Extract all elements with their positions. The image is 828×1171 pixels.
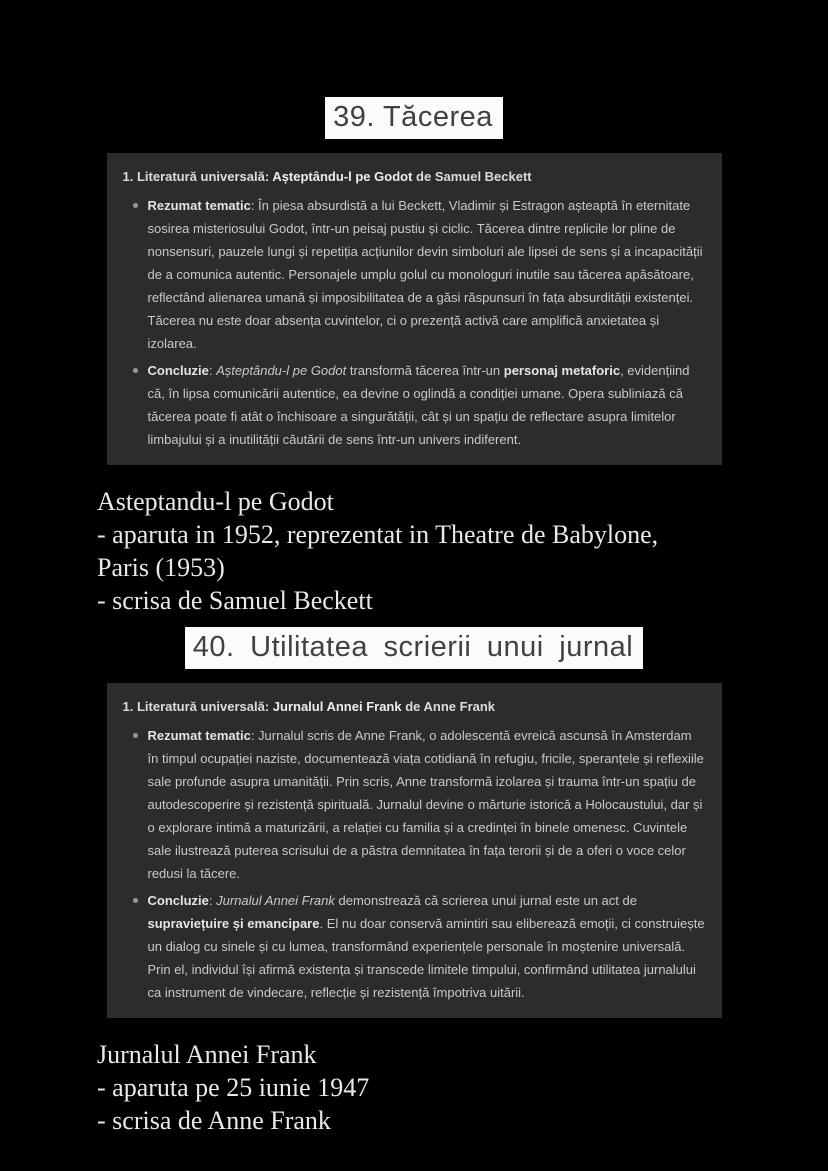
answer-card-godot: [107, 153, 722, 465]
card-bullet-list: [123, 194, 706, 451]
text-segment: :: [208, 363, 217, 378]
bullet-text: [148, 889, 706, 1004]
text-segment: Rezumat tematic: [147, 198, 251, 213]
text-segment: : În piesa absurdistă a lui Beckett, Vladimir și Estragon așteaptă în eternitate sosirea misteriosului Godot, într-un peisaj pustiu și ciclic. Tăcerea dintre replicile lor pline de nonsensuri, pauzele lungi și repetiția acțiunilor devin simboluri ale lipsei de sens și a incapacității de a comunica autentic. Personajele umplu golul cu monologuri inutile sau tăcerea apăsătoare, reflectând alienarea umană și imposibilitatea de a găsi răspunsuri în fața absurdității existenței. Tăcerea nu este doar absența cuvintelor, ci o prezență activă care amplifică anxietatea și izolarea.: [147, 198, 703, 351]
text-segment: Jurnalul Annei Frank: [216, 893, 335, 908]
card-header-author: de Samuel Beckett: [412, 169, 532, 184]
text-segment: , evidențiind că, în lipsa comunicării autentice, ea devine o oglindă a condiției umane. Opera subliniază că tăcerea poate fi atât o închisoare a singurătății, cât și un spațiu de reflectare asupra limitelor limbajului și a inutilității căutării de sens într-un univers indiferent.: [147, 363, 690, 447]
note-line: Jurnalul Annei Frank: [97, 1040, 317, 1069]
text-segment: transformă tăcerea într-un: [346, 363, 504, 378]
note-line: Paris (1953): [97, 553, 225, 582]
card-bullet-list: [123, 724, 706, 1004]
section-title-banner: 39. Tăcerea: [325, 97, 503, 139]
card-header: [123, 695, 706, 718]
text-segment: Rezumat tematic: [147, 728, 251, 743]
text-segment: Concluzie: [147, 893, 209, 908]
section-title-banner: 40. Utilitatea scrierii unui jurnal: [185, 627, 643, 669]
section-40-jurnal: [0, 627, 828, 1137]
bullet-text: [148, 194, 706, 355]
bullet-dot-icon: [133, 368, 138, 373]
bullet-text: [148, 359, 706, 451]
card-header-author: de Anne Frank: [401, 699, 496, 714]
text-segment: demonstrează că scrierea unui jurnal este un act de: [334, 893, 637, 908]
bullet-concluzie: [133, 359, 706, 451]
text-segment: :: [208, 893, 217, 908]
bullet-rezumat-tematic: [133, 724, 706, 885]
note-line: - scrisa de Samuel Beckett: [97, 586, 373, 615]
note-line: - aparuta pe 25 iunie 1947: [97, 1073, 370, 1102]
note-line: - scrisa de Anne Frank: [97, 1106, 331, 1135]
text-segment: Așteptându-l pe Godot: [216, 363, 347, 378]
card-header-category: 1. Literatură universală:: [122, 169, 273, 184]
bullet-rezumat-tematic: [133, 194, 706, 355]
text-segment: : Jurnalul scris de Anne Frank, o adolescentă evreică ascunsă în Amsterdam în timpul ocupației naziste, documentează viața cotidiană în refugiu, fricile, speranțele și reflexiile sale profunde asupra umanității. Prin scris, Anne transformă izolarea și trauma într-un spațiu de autodescoperire și rezistență spirituală. Jurnalul devine o mărturie istorică a Holocaustului, dar și o explorare intimă a maturizării, a relației cu familia și a credinței în binele omenesc. Cuvintele sale ilustrează puterea scrisului de a păstra demnitatea în fața terorii și de a oferi o voce celor redusi la tăcere.: [147, 728, 704, 881]
handwritten-notes-anne-frank: [97, 1038, 828, 1137]
card-header-category: 1. Literatură universală:: [122, 699, 273, 714]
note-line: - aparuta in 1952, reprezentat in Theatre de Babylone,: [97, 520, 659, 549]
bullet-concluzie: [133, 889, 706, 1004]
bullet-dot-icon: [133, 898, 138, 903]
bullet-dot-icon: [133, 203, 138, 208]
card-header: [123, 165, 706, 188]
bullet-dot-icon: [133, 733, 138, 738]
handwritten-notes-godot: [97, 485, 828, 617]
text-segment: . El nu doar conservă amintiri sau eliberează emoții, ci construiește un dialog cu sinele și cu lumea, transformând experiențele personale în moștenire universală. Prin el, individul își afirmă existența și transcede limitele timpului, confirmând utilitatea jurnalului ca instrument de vindecare, reflecție și rezistență împotriva uitării.: [147, 916, 705, 1000]
card-header-work-title: Așteptându-l pe Godot: [272, 169, 413, 184]
card-header-work-title: Jurnalul Annei Frank: [272, 699, 402, 714]
bullet-text: [148, 724, 706, 885]
section-39-tacerea: [0, 97, 828, 617]
answer-card-anne-frank: [107, 683, 722, 1018]
note-line: Asteptandu-l pe Godot: [97, 487, 334, 516]
text-segment: personaj metaforic: [503, 363, 621, 378]
text-segment: Concluzie: [147, 363, 209, 378]
text-segment: supraviețuire și emancipare: [147, 916, 320, 931]
